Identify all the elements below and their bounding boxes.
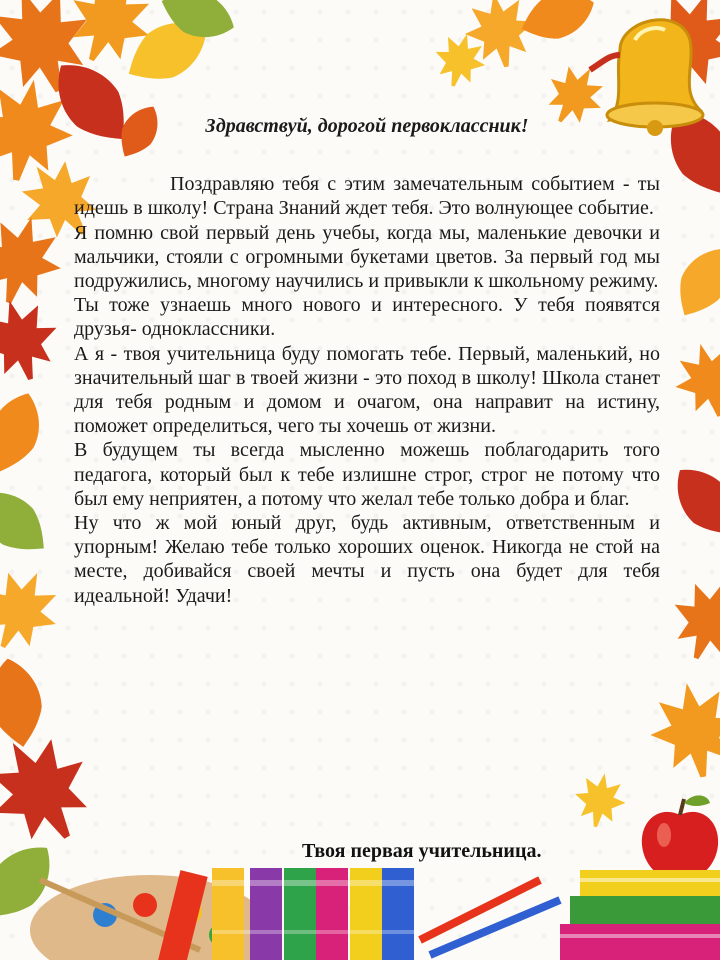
books-icon — [560, 870, 720, 960]
paragraph: А я - твоя учительница буду помогать тебе. Первый, маленький, но значительный шаг в твоей жизни - это поход в школу! Школа станет для тебя родным и домом и очагом, она направит на истину, поможет определиться, чего ты хочешь от жизни. — [74, 342, 660, 438]
paragraph: В будущем ты всегда мысленно можешь поблагодарить того педагога, который был к тебе излишне строг, строг не потому что был ему неприятен, а потому что желал тебе только добра и благ. — [74, 439, 660, 510]
paragraph: Ну что ж мой юный друг, будь активным, ответственным и упорным! Желаю тебе только хороших оценок. Никогда не стой на месте, добивайся своей мечты и пусть она будет для тебя идеальной! Удачи! — [74, 512, 660, 607]
paragraph: Я помню свой первый день учебы, когда мы, маленькие девочки и мальчики, стояли с огромными букетами цветов. За первый год мы подружились, многому научились и привыкли к школьному режиму. — [74, 221, 660, 293]
letter-body — [74, 114, 660, 608]
paragraph: Поздравляю тебя с этим замечательным событием - ты идешь в школу! Страна Знаний ждет тебя. Это волнующее событие. — [74, 173, 660, 220]
signature: Твоя первая учительница. — [302, 840, 542, 862]
paragraph: Ты тоже узнаешь много нового и интересного. У тебя появятся друзья- одноклассники. — [74, 294, 660, 341]
apple-icon — [642, 795, 718, 878]
greeting: Здравствуй, дорогой первоклассник! — [205, 115, 529, 137]
pencils-icon — [156, 868, 560, 960]
